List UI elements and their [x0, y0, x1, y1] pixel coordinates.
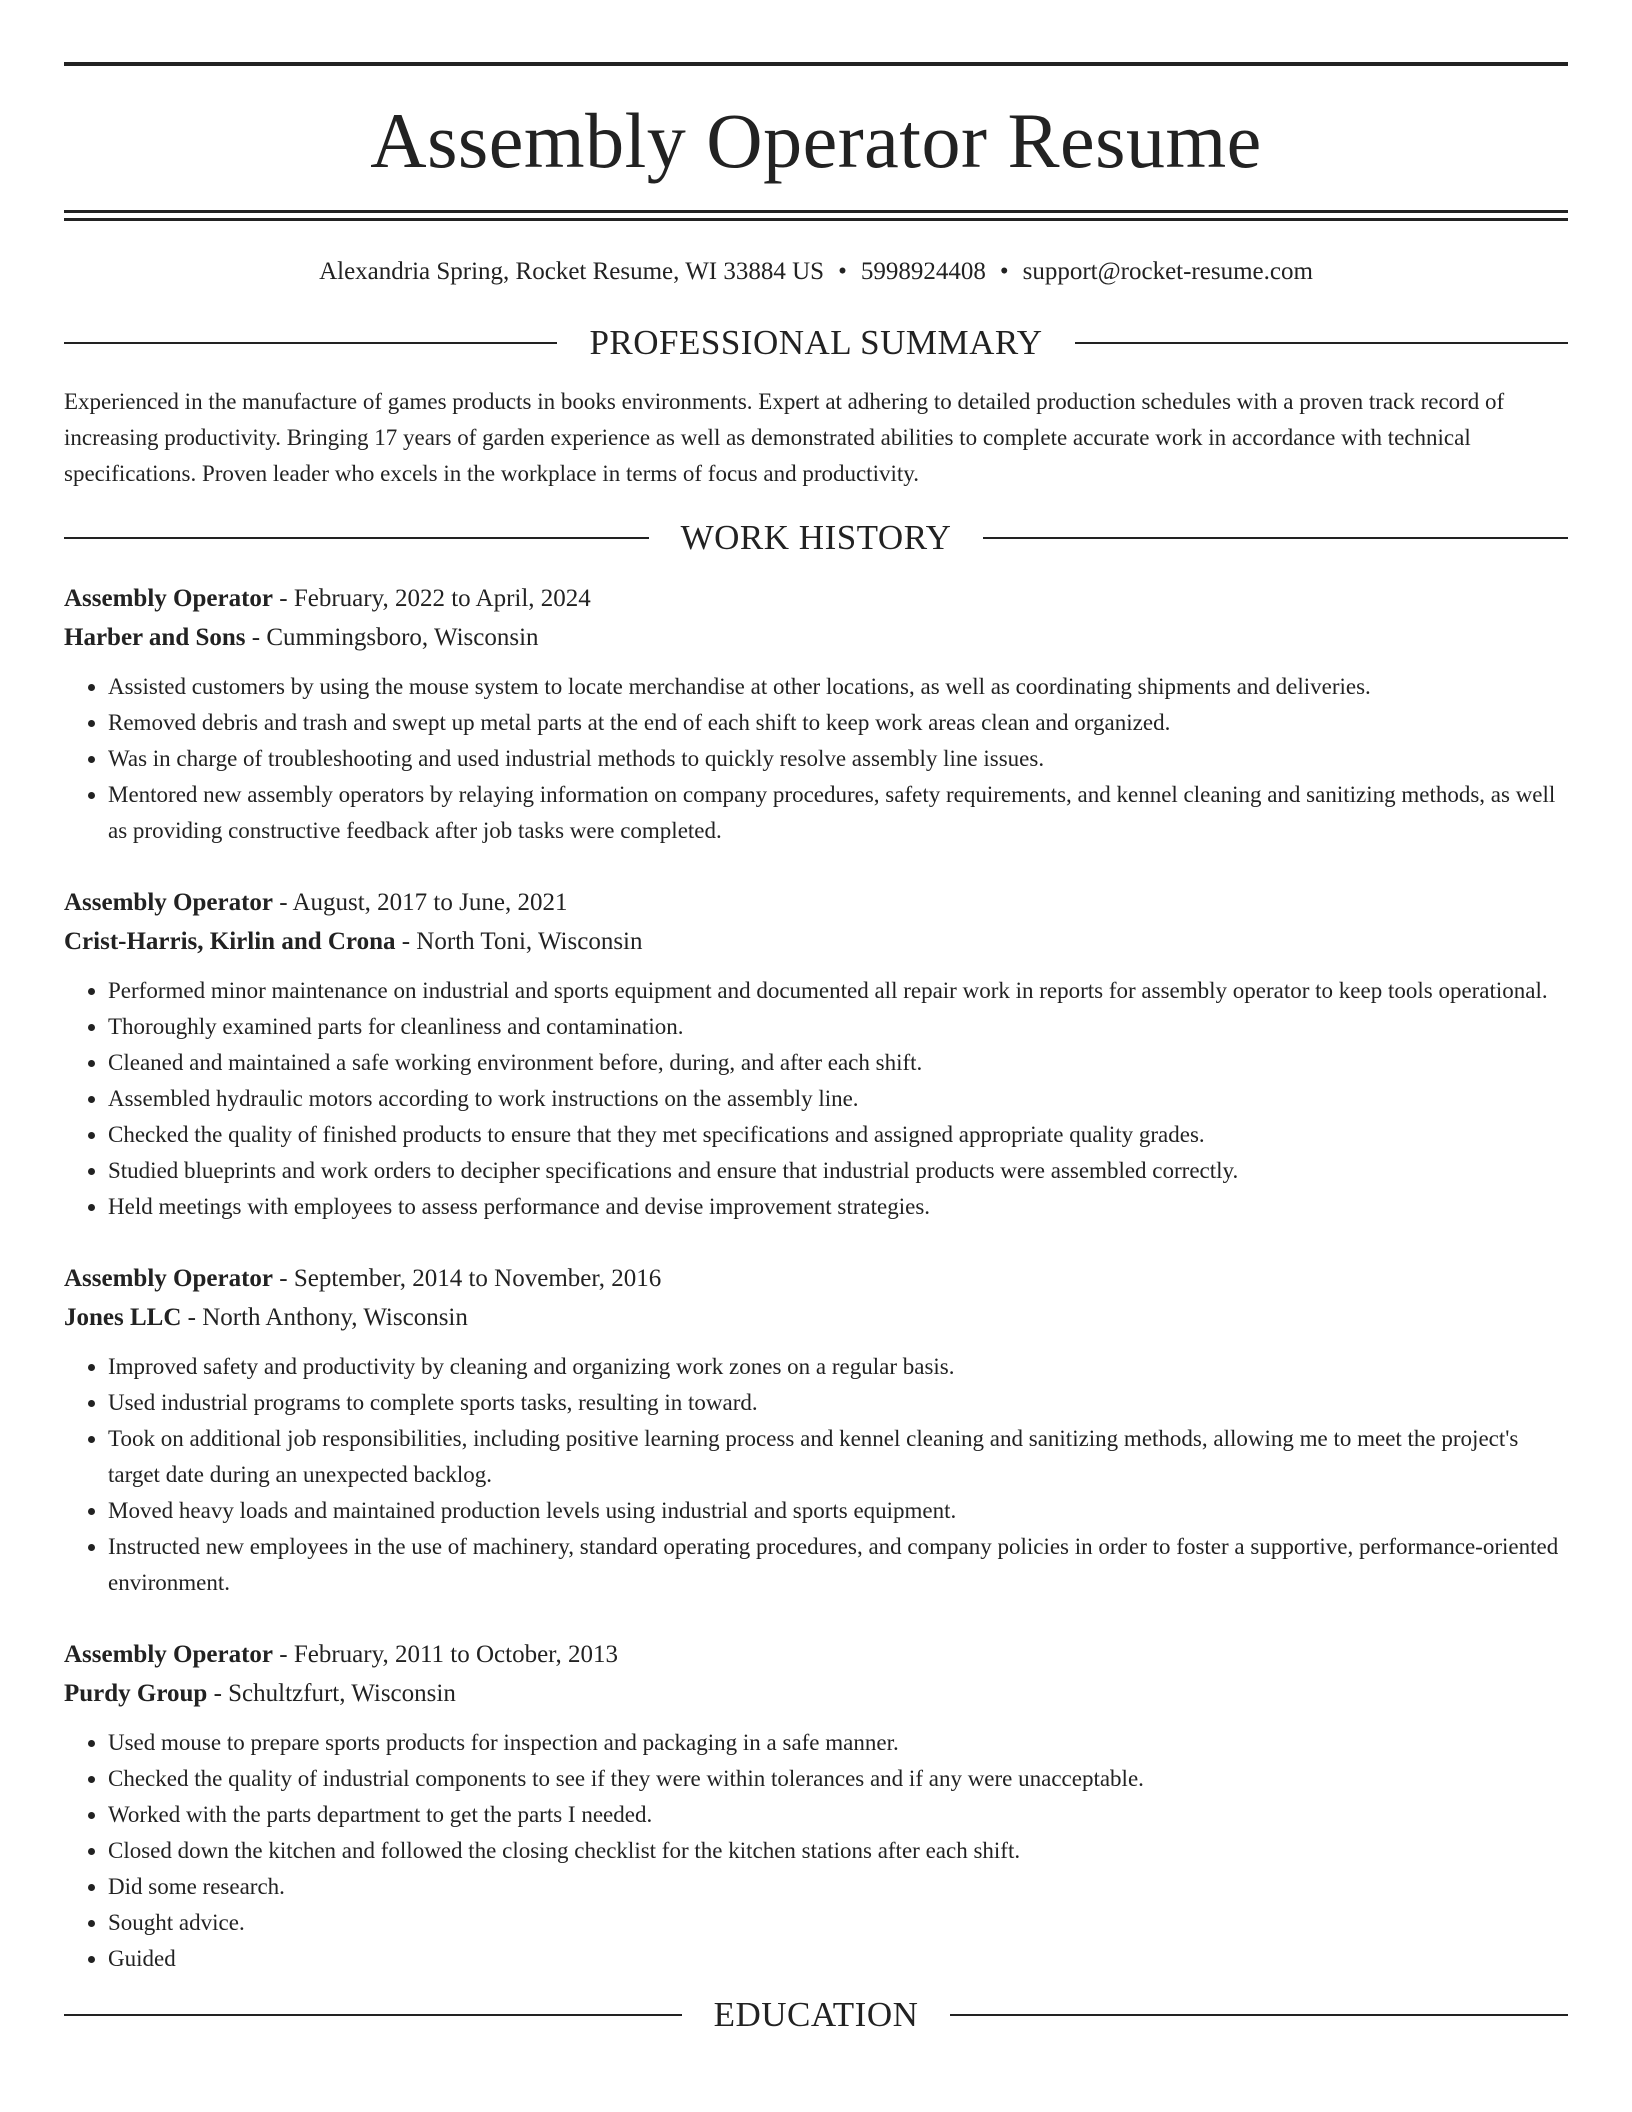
job-dates: - August, 2017 to June, 2021: [273, 889, 568, 916]
top-rule: [64, 62, 1568, 66]
education-heading-label: EDUCATION: [713, 1995, 919, 2034]
job-bullet: • Took on additional job responsibilities, including positive learning process and kennel cleaning and sanitizing methods, allowing me to meet the project's target date during an unexpected backlog.: [108, 1421, 1568, 1493]
heading-rule-left: [64, 342, 557, 344]
job-location: - Schultzfurt, Wisconsin: [207, 1680, 456, 1707]
contact-separator: •: [838, 258, 847, 285]
job-bullet: • Assisted customers by using the mouse system to locate merchandise at other locations, as well as coordinating shipments and deliveries.: [108, 669, 1568, 705]
heading-rule-right: [1075, 342, 1568, 344]
job-location: - North Anthony, Wisconsin: [181, 1304, 468, 1331]
job-entry: [64, 883, 1568, 1225]
job-bullet: • Used industrial programs to complete sports tasks, resulting in toward.: [108, 1385, 1568, 1421]
heading-rule-right: [950, 2014, 1568, 2016]
job-dates: - February, 2011 to October, 2013: [273, 1641, 618, 1668]
job-bullet: • Cleaned and maintained a safe working environment before, during, and after each shift.: [108, 1045, 1568, 1081]
job-bullet: • Worked with the parts department to get the parts I needed.: [108, 1797, 1568, 1833]
job-company: Jones LLC: [64, 1304, 182, 1331]
job-title: Assembly Operator: [64, 1641, 273, 1668]
job-company-line: [64, 618, 1568, 657]
job-bullet: • Mentored new assembly operators by relaying information on company procedures, safety requirements, and kennel cleaning and sanitizing methods, as well as providing constructive feedback after job tasks were completed.: [108, 777, 1568, 849]
heading-rule-right: [983, 537, 1568, 539]
job-title: Assembly Operator: [64, 1265, 273, 1292]
job-bullet: • Studied blueprints and work orders to decipher specifications and ensure that industrial products were assembled correctly.: [108, 1153, 1568, 1189]
job-location: - Cummingsboro, Wisconsin: [245, 624, 539, 651]
job-company: Harber and Sons: [64, 624, 246, 651]
job-bullet: • Held meetings with employees to assess performance and devise improvement strategies.: [108, 1189, 1568, 1225]
contact-address: Alexandria Spring, Rocket Resume, WI 33884 US: [319, 258, 825, 285]
job-bullet: • Thoroughly examined parts for cleanliness and contamination.: [108, 1009, 1568, 1045]
job-title-line: [64, 579, 1568, 618]
job-title: Assembly Operator: [64, 585, 273, 612]
job-title-line: [64, 883, 1568, 922]
job-entry: [64, 1635, 1568, 1977]
job-bullet: • Assembled hydraulic motors according to work instructions on the assembly line.: [108, 1081, 1568, 1117]
job-bullet: • Guided: [108, 1941, 1568, 1977]
job-dates: - February, 2022 to April, 2024: [273, 585, 591, 612]
job-bullets: [64, 1349, 1568, 1601]
job-bullet: • Closed down the kitchen and followed the closing checklist for the kitchen stations after each shift.: [108, 1833, 1568, 1869]
contact-separator: •: [999, 258, 1009, 285]
title-double-rule: [64, 210, 1568, 221]
job-company-line: [64, 922, 1568, 961]
summary-heading: [64, 325, 1568, 360]
contact-line: [64, 257, 1568, 287]
heading-rule-left: [64, 2014, 682, 2016]
job-bullets: [64, 669, 1568, 849]
resume-title: Assembly Operator Resume: [370, 97, 1262, 184]
job-bullet: • Sought advice.: [108, 1905, 1568, 1941]
education-heading: [64, 1997, 1568, 2032]
summary-text: Experienced in the manufacture of games products in books environments. Expert at adhering to detailed production schedules with a proven track record of increasing productivity. Bringing 17 years of garden experience as well as demonstrated abilities to complete accurate work in accordance with technical specifications. Proven leader who excels in the workplace in terms of focus and productivity.: [64, 389, 1505, 486]
contact-email: support@rocket-resume.com: [1022, 258, 1313, 285]
job-title-line: [64, 1259, 1568, 1298]
job-bullet: • Was in charge of troubleshooting and used industrial methods to quickly resolve assembly line issues.: [108, 741, 1568, 777]
job-bullet: • Checked the quality of industrial components to see if they were within tolerances and if any were unacceptable.: [108, 1761, 1568, 1797]
job-entry: [64, 1259, 1568, 1601]
job-bullet: • Improved safety and productivity by cleaning and organizing work zones on a regular basis.: [108, 1349, 1568, 1385]
job-bullets: [64, 973, 1568, 1225]
job-company: Crist-Harris, Kirlin and Crona: [64, 928, 396, 955]
job-bullet: • Moved heavy loads and maintained production levels using industrial and sports equipment.: [108, 1493, 1568, 1529]
job-bullet: • Did some research.: [108, 1869, 1568, 1905]
work-history-heading: [64, 520, 1568, 555]
job-dates: - September, 2014 to November, 2016: [273, 1265, 662, 1292]
job-company: Purdy Group: [64, 1680, 208, 1707]
job-entry: [64, 579, 1568, 849]
job-bullets: [64, 1725, 1568, 1977]
contact-phone: 5998924408: [860, 258, 986, 285]
work-history-heading-label: WORK HISTORY: [680, 518, 952, 557]
job-company-line: [64, 1298, 1568, 1337]
heading-rule-left: [64, 537, 649, 539]
job-location: - North Toni, Wisconsin: [395, 928, 643, 955]
summary-heading-label: PROFESSIONAL SUMMARY: [589, 323, 1043, 362]
job-bullet: • Checked the quality of finished products to ensure that they met specifications and assigned appropriate quality grades.: [108, 1117, 1568, 1153]
job-bullet: • Performed minor maintenance on industrial and sports equipment and documented all repair work in reports for assembly operator to keep tools operational.: [108, 973, 1568, 1009]
job-title-line: [64, 1635, 1568, 1674]
job-bullet: • Removed debris and trash and swept up metal parts at the end of each shift to keep work areas clean and organized.: [108, 705, 1568, 741]
work-history-list: [64, 579, 1568, 1977]
job-title: Assembly Operator: [64, 889, 273, 916]
job-bullet: • Used mouse to prepare sports products for inspection and packaging in a safe manner.: [108, 1725, 1568, 1761]
job-bullet: • Instructed new employees in the use of machinery, standard operating procedures, and company policies in order to foster a supportive, performance-oriented environment.: [108, 1529, 1568, 1601]
job-company-line: [64, 1674, 1568, 1713]
